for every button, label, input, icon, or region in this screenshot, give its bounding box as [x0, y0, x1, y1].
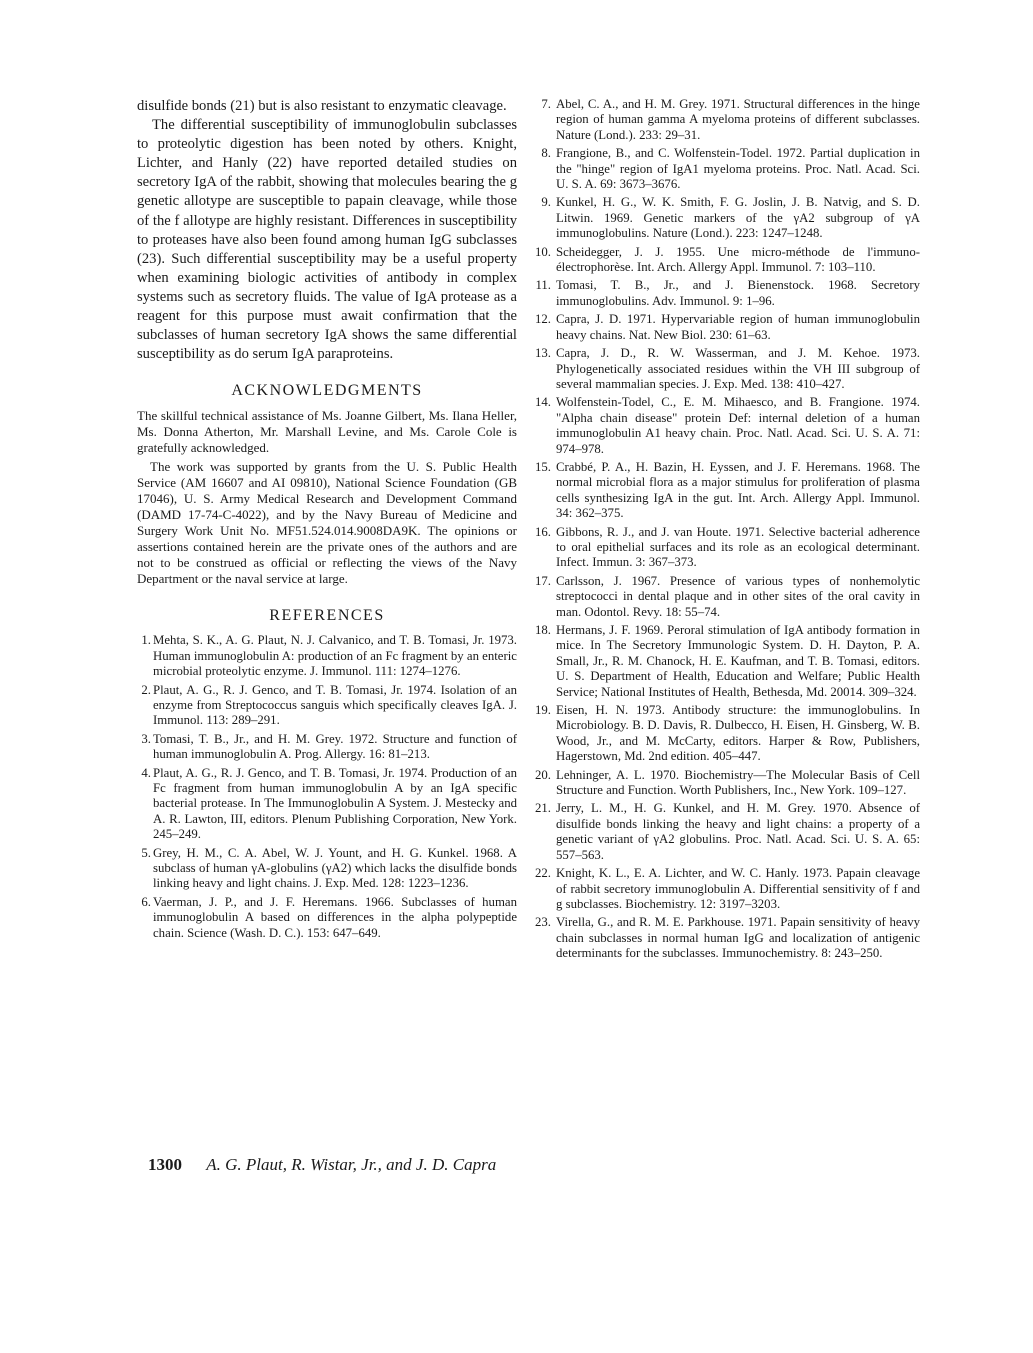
- reference-item: [537, 460, 920, 522]
- reference-number: 5.: [141, 845, 151, 860]
- reference-text: Grey, H. M., C. A. Abel, W. J. Yount, and H. G. Kunkel. 1968. A subclass of human γA-globulins (γA2) which lacks the disulfide bonds linking heavy and light chains. J. Exp. Med. 128: 1223–1236.: [153, 845, 517, 891]
- body-paragraph: The differential susceptibility of immunoglobulin subclasses to proteolytic digestion has been noted by others. Knight, Lichter, and Hanly (22) have reported detailed studies on secretory IgA of the rabbit, showing that molecules bearing the g genetic allotype are susceptible to papain cleavage, while those of the f allotype are highly resistant. Differences in susceptibility to proteases have also been found among human IgG subclasses (23). Such differential susceptibility may be a useful property when examining biologic activities of antibody in complex systems such as secretory fluids. The value of IgA protease as a reagent for this purpose must await confirmation that the subclasses of human secretory IgA shows the same differential susceptibility as do serum IgA paraproteins.: [137, 117, 517, 363]
- reference-text: Vaerman, J. P., and J. F. Heremans. 1966. Subclasses of human immunoglobulin A based on differences in the alpha polypeptide chain. Science (Wash. D. C.). 153: 647–649.: [153, 894, 517, 940]
- reference-item: [137, 846, 517, 892]
- reference-text: Eisen, H. N. 1973. Antibody structure: the immunoglobulins. In Microbiology. B. D. Davis, R. Dulbecco, H. Eisen, H. Ginsberg, W. B. Wood, Jr., and M. McCarty, editors. Harper & Row, Publishers, Hagerstown, Md. 2nd edition. 405–447.: [556, 703, 920, 764]
- reference-number: 17.: [535, 573, 551, 588]
- reference-text: Kunkel, H. G., W. K. Smith, F. G. Joslin, J. B. Natvig, and S. D. Litwin. 1969. Genetic markers of the γA2 subgroup of γA immunoglobulins. Nature (Lond.). 223: 1247–1248.: [556, 195, 920, 241]
- reference-item: [137, 766, 517, 843]
- reference-text: Hermans, J. F. 1969. Peroral stimulation of IgA antibody formation in mice. In The Secretory Immunologic System. D. H. Dayton, P. A. Small, Jr., R. M. Chanock, H. E. Kaufman, and T. B. Tomasi, editors. U. S. Department of Health, Education and Welfare; Public Health Service; National Institutes of Health, Bethesda, Md. 20014. 309–324.: [556, 623, 920, 699]
- reference-text: Mehta, S. K., A. G. Plaut, N. J. Calvanico, and T. B. Tomasi, Jr. 1973. Human immunoglobulin A: production of an Fc fragment by an enteric microbial proteolytic enzyme. J. Immunol. 111: 1274–1276.: [153, 633, 517, 679]
- reference-item: [537, 525, 920, 571]
- reference-number: 15.: [535, 459, 551, 474]
- reference-number: 18.: [535, 623, 551, 637]
- reference-number: 8.: [541, 146, 551, 161]
- reference-number: 13.: [535, 346, 551, 361]
- reference-item: [537, 245, 920, 276]
- reference-number: 10.: [535, 244, 551, 259]
- reference-item: [137, 895, 517, 941]
- reference-text: Tomasi, T. B., Jr., and H. M. Grey. 1972. Structure and function of human immunoglobulin A. Prog. Allergy. 16: 81–213.: [153, 731, 517, 762]
- reference-text: Knight, K. L., E. A. Lichter, and W. C. Hanly. 1973. Papain cleavage of rabbit secretory immunoglobulin A. Differential sensitivity of f and g subclasses. Biochemistry. 12: 3197–3203.: [556, 866, 920, 911]
- reference-number: 7.: [541, 97, 551, 111]
- reference-item: [137, 633, 517, 679]
- reference-text: Wolfenstein-Todel, C., E. M. Mihaesco, and B. Frangione. 1974. "Alpha chain disease" protein Def: internal deletion of a human immunoglobulin A1 heavy chain. Proc. Natl. Acad. Sci. U. S. A. 71: 974–978.: [556, 395, 920, 456]
- reference-text: Jerry, L. M., H. G. Kunkel, and H. M. Grey. 1970. Absence of disulfide bonds linking the heavy and light chains: a property of a genetic variant of γA2 globulins. Proc. Natl. Acad. Sci. U. S. A. 65: 557–563.: [556, 801, 920, 862]
- reference-number: 4.: [141, 765, 151, 780]
- reference-item: [537, 915, 920, 961]
- reference-number: 23.: [535, 915, 551, 930]
- reference-number: 20.: [535, 767, 551, 782]
- reference-number: 19.: [535, 703, 551, 718]
- acknowledgment-paragraph: The work was supported by grants from the U. S. Public Health Service (AM 16607 and AI 09810), National Science Foundation (GB 17046), U. S. Army Medical Research and Development Command (DAMD 17-74-C-4022), and by the Navy Bureau of Medicine and Surgery Work Unit No. MF51.524.014.9008DA9K. The opinions or assertions contained herein are the private ones of the authors and are not to be construed as official or reflecting the views of the Navy Department or the naval service at large.: [137, 459, 517, 587]
- reference-item: [537, 866, 920, 912]
- page-number: 1300: [148, 1155, 182, 1174]
- reference-text: Scheidegger, J. J. 1955. Une micro-méthode de l'immuno-électrophorèse. Int. Arch. Allergy Appl. Immunol. 7: 103–110.: [556, 244, 920, 275]
- reference-text: Plaut, A. G., R. J. Genco, and T. B. Tomasi, Jr. 1974. Isolation of an enzyme from Streptococcus sanguis which specifically cleaves IgA. J. Immunol. 113: 289–291.: [153, 682, 517, 728]
- right-column: [537, 97, 920, 965]
- reference-text: Tomasi, T. B., Jr., and J. Bienenstock. 1968. Secretory immunoglobulins. Adv. Immunol. 9: 1–96.: [556, 278, 920, 308]
- acknowledgments-heading: ACKNOWLEDGMENTS: [231, 382, 423, 400]
- references-heading: REFERENCES: [269, 607, 385, 625]
- reference-text: Lehninger, A. L. 1970. Biochemistry—The Molecular Basis of Cell Structure and Function. Worth Publishers, Inc., New York. 109–127.: [556, 767, 920, 798]
- reference-text: Virella, G., and R. M. E. Parkhouse. 1971. Papain sensitivity of heavy chain subclasses in normal human IgG and localization of antigenic determinants for the subclasses. Immunochemistry. 8: 243–250.: [556, 915, 920, 961]
- reference-text: Crabbé, P. A., H. Bazin, H. Eyssen, and J. F. Heremans. 1968. The normal microbial flora as a major stimulus for proliferation of plasma cells synthesizing IgA in the gut. Int. Arch. Allergy Appl. Immunol. 34: 362–375.: [556, 459, 920, 521]
- reference-number: 14.: [535, 395, 551, 410]
- page-footer: [148, 1155, 496, 1175]
- reference-item: [137, 683, 517, 729]
- left-column: [137, 97, 517, 944]
- reference-text: Plaut, A. G., R. J. Genco, and T. B. Tomasi, Jr. 1974. Production of an Fc fragment from human immunoglobulin A by an IgA specific bacterial protease. In The Immunoglobulin A System. J. Mestecky and A. R. Lawton, III, editors. Plenum Publishing Corporation, New York. 245–249.: [153, 765, 517, 842]
- body-paragraph: disulfide bonds (21) but is also resistant to enzymatic cleavage.: [137, 98, 507, 114]
- reference-list-right: [537, 97, 920, 962]
- reference-number: 6.: [141, 894, 151, 909]
- reference-item: [537, 574, 920, 620]
- reference-number: 1.: [141, 633, 151, 648]
- reference-text: Frangione, B., and C. Wolfenstein-Todel. 1972. Partial duplication in the "hinge" region of IgA1 myeloma proteins. Proc. Natl. Acad. Sci. U. S. A. 69: 3673–3676.: [556, 146, 920, 192]
- reference-number: 21.: [535, 801, 551, 816]
- reference-number: 3.: [141, 731, 151, 746]
- reference-text: Capra, J. D. 1971. Hypervariable region of human immunoglobulin heavy chains. Nat. New Biol. 230: 61–63.: [556, 312, 920, 342]
- reference-number: 16.: [535, 524, 551, 539]
- reference-item: [537, 768, 920, 799]
- reference-number: 22.: [535, 866, 551, 881]
- reference-number: 12.: [535, 312, 551, 327]
- reference-text: Capra, J. D., R. W. Wasserman, and J. M. Kehoe. 1973. Phylogenetically associated residues within the VH III subgroup of several mammalian species. J. Exp. Med. 138: 410–427.: [556, 346, 920, 391]
- reference-number: 9.: [541, 195, 551, 210]
- reference-item: [137, 732, 517, 763]
- running-authors: A. G. Plaut, R. Wistar, Jr., and J. D. Capra: [206, 1155, 497, 1174]
- reference-item: [537, 97, 920, 143]
- acknowledgment-paragraph: The skillful technical assistance of Ms. Joanne Gilbert, Ms. Ilana Heller, Ms. Donna Atherton, Mr. Marshall Levine, and Ms. Carole Cole is gratefully acknowledged.: [137, 408, 517, 456]
- reference-item: [537, 312, 920, 343]
- reference-list-left: [137, 633, 517, 941]
- reference-item: [537, 623, 920, 700]
- reference-item: [537, 703, 920, 765]
- reference-text: Abel, C. A., and H. M. Grey. 1971. Structural differences in the hinge region of human gamma A myeloma proteins of different subclasses. Nature (Lond.). 233: 29–31.: [556, 97, 920, 142]
- reference-number: 2.: [141, 682, 151, 697]
- reference-item: [537, 195, 920, 241]
- reference-item: [537, 146, 920, 192]
- reference-item: [537, 801, 920, 863]
- reference-text: Carlsson, J. 1967. Presence of various types of nonhemolytic streptococci in dental plaque and in other sites of the oral cavity in man. Odontol. Revy. 18: 55–74.: [556, 573, 920, 619]
- reference-text: Gibbons, R. J., and J. van Houte. 1971. Selective bacterial adherence to oral epithelial surfaces and its role as an ecological determinant. Infect. Immun. 3: 367–373.: [556, 524, 920, 570]
- reference-number: 11.: [535, 278, 551, 293]
- reference-item: [537, 346, 920, 392]
- reference-item: [537, 278, 920, 309]
- reference-item: [537, 395, 920, 457]
